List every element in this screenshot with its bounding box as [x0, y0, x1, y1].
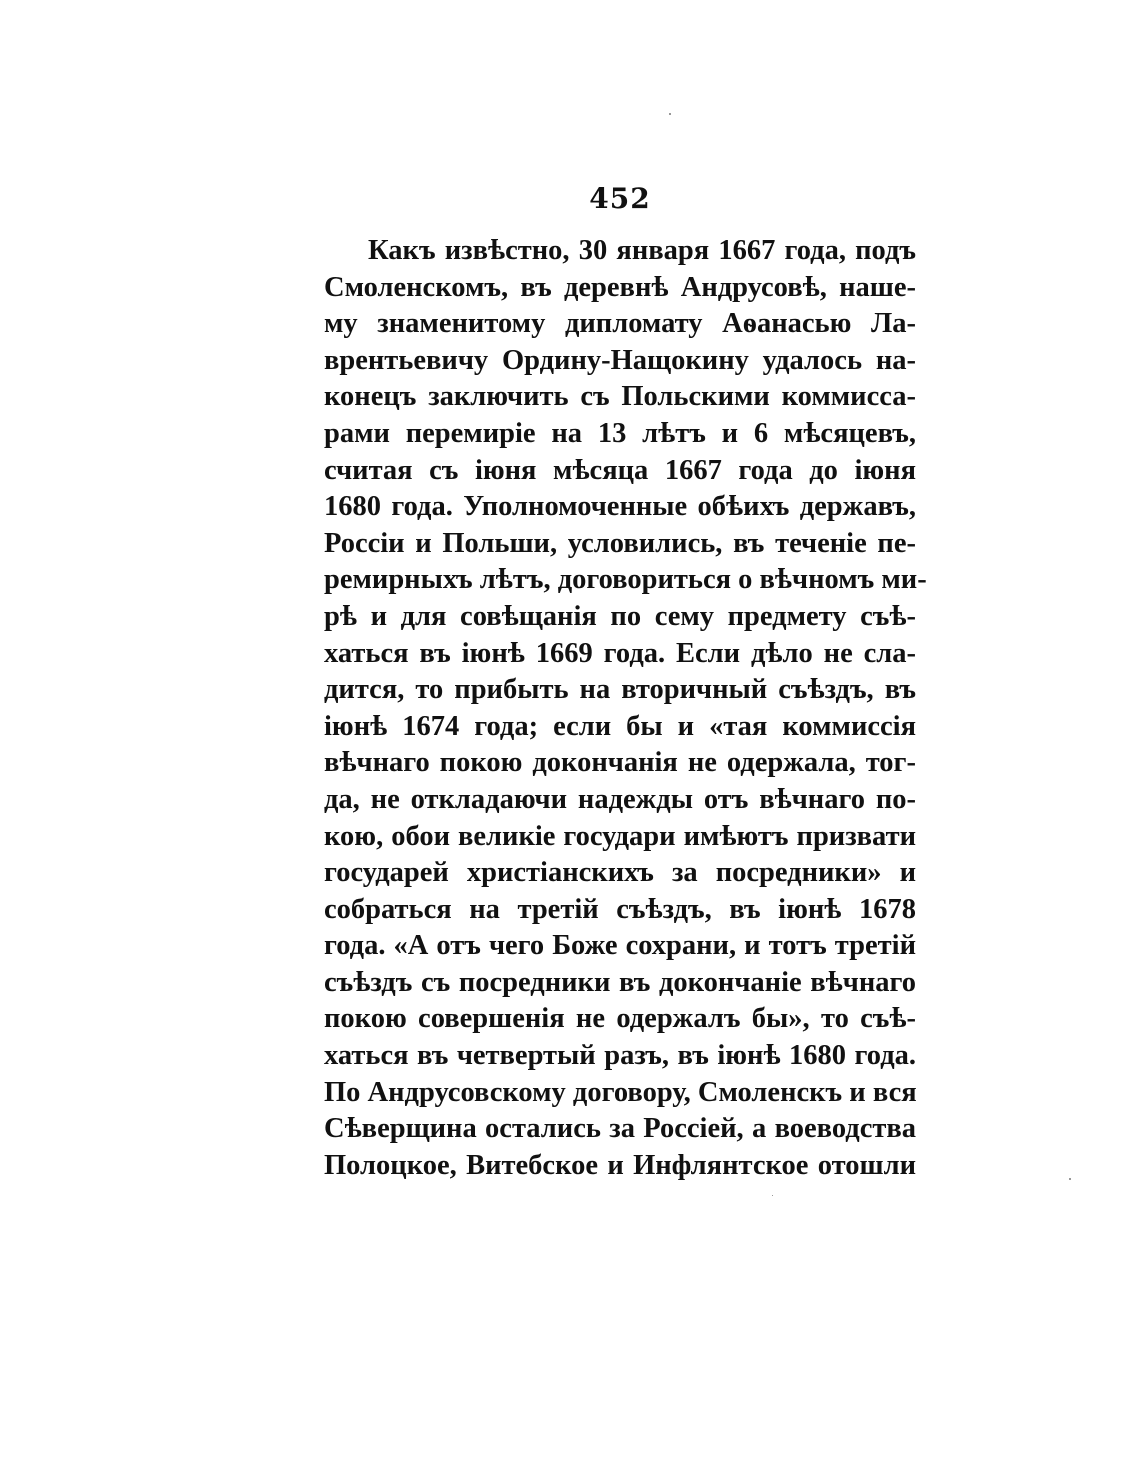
text-line: Какъ извѣстно, 30 января 1667 года, подъ: [368, 235, 916, 266]
text-line: хаться въ іюнѣ 1669 года. Если дѣло не сла-: [324, 637, 916, 669]
scan-speck: [669, 113, 671, 115]
scan-speck: [772, 1195, 773, 1196]
text-line: рами перемиріе на 13 лѣтъ и 6 мѣсяцевъ,: [324, 417, 916, 449]
text-line: государей христіанскихъ за посредники» и: [324, 857, 916, 889]
page-number: 452: [589, 182, 651, 215]
text-line: Смоленскомъ, въ деревнѣ Андрусовѣ, нашe-: [324, 271, 916, 303]
text-line: Россіи и Польши, условились, въ теченіе пе-: [324, 527, 916, 559]
text-line: считая съ іюня мѣсяца 1667 года до іюня: [324, 454, 916, 486]
text-line: конецъ заключить съ Польскими коммисса-: [324, 381, 916, 413]
text-line: ремирныхъ лѣтъ, договориться о вѣчномъ ми-: [324, 564, 927, 596]
text-line: хаться въ четвертый разъ, въ іюнѣ 1680 года.: [324, 1040, 916, 1072]
text-line: дится, то прибыть на вторичный съѣздъ, въ: [324, 674, 916, 706]
text-line: му знаменитому дипломату Аѳанасью Ла-: [324, 308, 916, 340]
text-line: собраться на третій съѣздъ, въ іюнѣ 1678: [324, 893, 916, 925]
text-line: кою, обои великіе государи имѣютъ призвати: [324, 820, 916, 852]
text-line: Полоцкое, Витебское и Инфлянтское отошли: [324, 1149, 916, 1181]
text-line: года. «А отъ чего Боже сохрани, и тотъ третій: [324, 930, 916, 962]
text-line: іюнѣ 1674 года; если бы и «тая коммиссія: [324, 710, 916, 742]
text-line: врентьевичу Ордину-Нащокину удалось на-: [324, 344, 916, 376]
text-line: 1680 года. Уполномоченные обѣихъ державъ,: [324, 491, 916, 523]
text-line: По Андрусовскому договору, Смоленскъ и вся: [324, 1076, 917, 1108]
body-text: [324, 233, 927, 1184]
text-line: рѣ и для совѣщанія по сему предмету съѣ-: [324, 600, 916, 632]
text-line: съѣздъ съ посредники въ докончаніе вѣчнаго: [324, 966, 916, 998]
text-line: вѣчнаго покою докончанія не одержала, тог-: [324, 747, 916, 779]
text-line: покою совершенія не одержалъ бы», то съѣ-: [324, 1003, 916, 1035]
scan-speck: [1069, 1178, 1071, 1180]
text-line: да, не откладаючи надежды отъ вѣчнаго по-: [324, 783, 916, 815]
text-line: Сѣверщина остались за Россіей, а воеводства: [324, 1113, 916, 1145]
